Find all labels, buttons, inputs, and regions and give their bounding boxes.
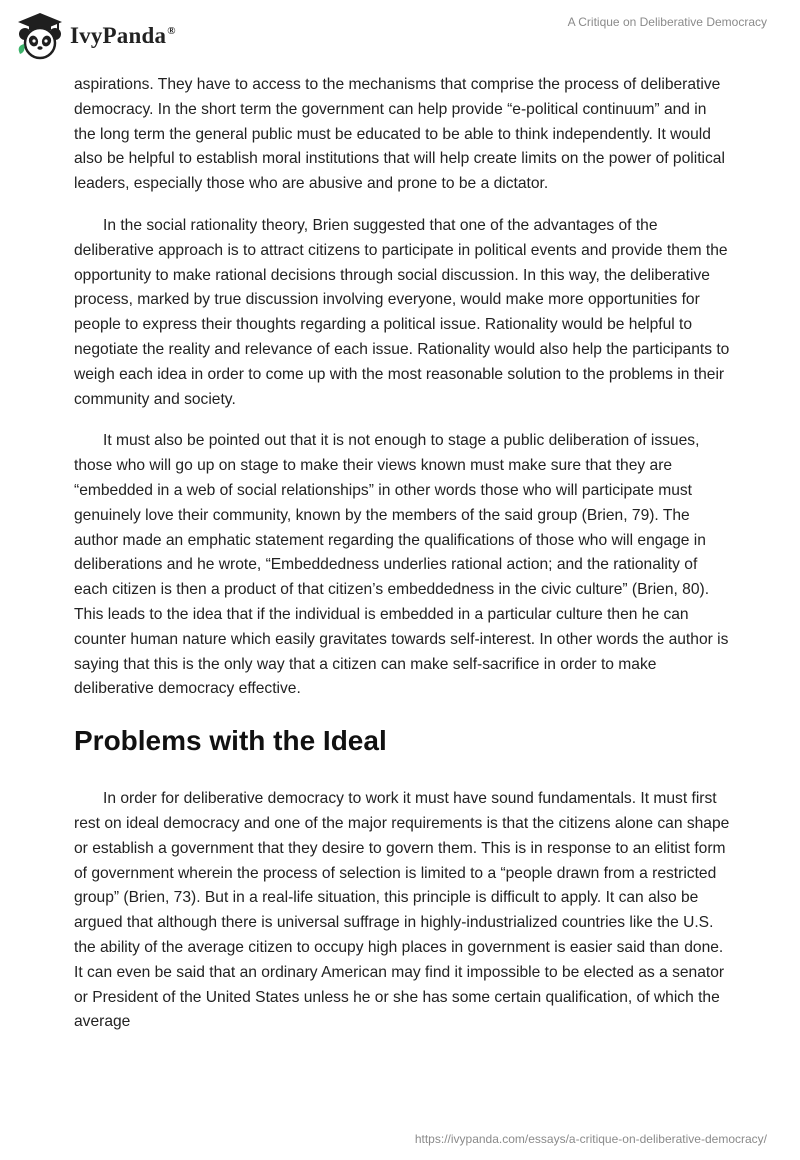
paragraph-social-rationality: In the social rationality theory, Brien suggested that one of the advantages of the deliberative approach is to attract citizens to participate in political events and provide them the opportunity to make rational decisions through social discussion. In this way, the deliberative process, marked by true discussion involving everyone, would make more opportunities for people to express their thoughts regarding a political issue. Rationality would be helpful to negotiate the reality and relevance of each issue. Rationality would also help the participants to weigh each idea in order to come up with the most reasonable solution to the problems in their community and society. xyxy=(74,216,730,408)
document-title: A Critique on Deliberative Democracy xyxy=(567,15,767,29)
paragraph-problems: In order for deliberative democracy to work it must have sound fundamentals. It must first rest on ideal democracy and one of the major requirements is that the citizens alone can shape or establish a government that they desire to govern them. This is in response to an elitist form of government wherein the process of selection is limited to a “people drawn from a restricted group” (Brien, 73). But in a real-life situation, this principle is difficult to apply. It can also be argued that although there is universal suffrage in highly-industrialized countries like the U.S. the ability of the average citizen to occupy high places in government is easier said than done. It can even be said that an ordinary American may find it impossible to be elected as a senator or President of the United States unless he or she has some certain qualification, of which the average xyxy=(74,790,730,1031)
essay-body xyxy=(74,73,730,1035)
page-header xyxy=(0,0,800,70)
ivypanda-logo[interactable] xyxy=(14,10,176,62)
panda-mascot-icon xyxy=(14,10,66,62)
source-url[interactable]: https://ivypanda.com/essays/a-critique-on-deliberative-democracy/ xyxy=(414,1132,767,1146)
section-heading: Problems with the Ideal xyxy=(74,725,387,757)
paragraph-continuation: aspirations. They have to access to the mechanisms that comprise the process of deliberative democracy. In the short term the government can help provide “e-political continuum” and in the long term the general public must be educated to be able to think independently. It would also be helpful to establish moral institutions that will help create limits on the power of political leaders, especially those who are abusive and prone to be a dictator. xyxy=(74,76,725,193)
paragraph-embeddedness: It must also be pointed out that it is not enough to stage a public deliberation of issues, those who will go up on stage to make their views known must make sure that they are “embedded in a web of social relationships” in other words those who will participate must genuinely love their community, known by the members of the said group (Brien, 79). The author made an emphatic statement regarding the qualifications of those who will engage in deliberations and he wrote, “Embeddedness underlies rational action; and the rationality of each citizen is then a product of that citizen’s embeddedness in the civic culture” (Brien, 80). This leads to the idea that if the individual is embedded in a particular culture then he can counter human nature which easily gravitates towards self-interest. In other words the author is saying that this is the only way that a citizen can make self-sacrifice in order to make deliberative democracy effective. xyxy=(74,432,729,698)
logo-wordmark: IvyPanda® xyxy=(70,23,176,48)
